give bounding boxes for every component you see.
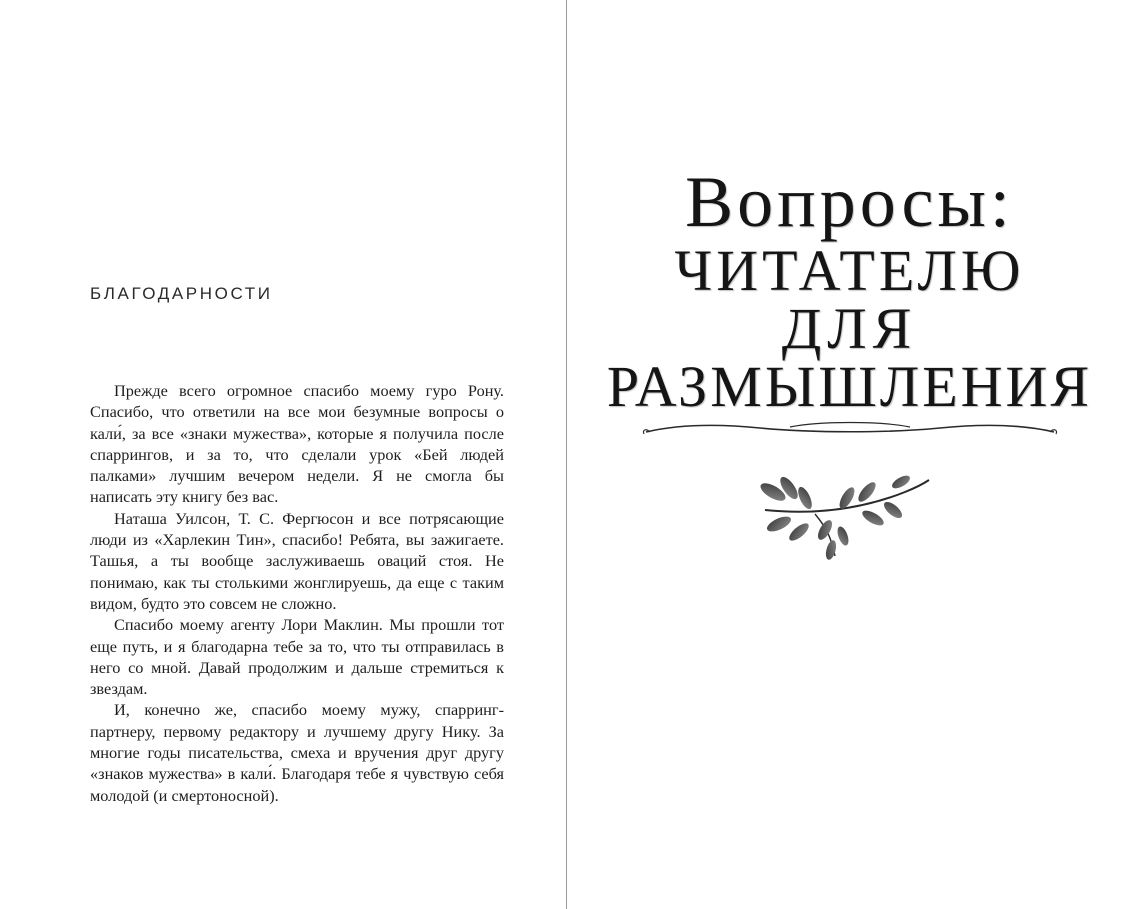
title-line: ЧИТАТЕЛЮ xyxy=(674,238,1025,303)
chapter-title xyxy=(567,162,1132,440)
paragraph: И, конечно же, спасибо моему мужу, спарринг-партнеру, первому редактору и лучшему другу Нику. За многие годы писательства, смеха и вручения друг другу «знаков мужества» в кали́. Благодаря тебе я чувствую себя молодой (и смертоносной). xyxy=(90,700,504,805)
title-line: Вопросы: xyxy=(685,162,1014,242)
title-line: РАЗМЫШЛЕНИЯ xyxy=(606,354,1093,419)
paragraph: Прежде всего огромное спасибо моему гуро Рону. Спасибо, что ответили на все мои безумные вопросы о кали́, за все «знаки мужества», которые я получила после спаррингов, и за то, что сделали урок «Бей людей палками» лучшим вечером недели. Я не смогла бы написать эту книгу без вас. xyxy=(90,381,504,507)
paragraph: Наташа Уилсон, Т. С. Фергюсон и все потрясающие люди из «Харлекин Тин», спасибо! Ребята, вы зажигаете. Ташья, а ты вообще заслуживаешь оваций стоя. Не понимаю, как ты столькими жонглируешь, да еще с таким видом, будто это совсем не сложно. xyxy=(90,508,504,613)
section-heading: БЛАГОДАРНОСТИ xyxy=(90,284,273,303)
paragraph: Спасибо моему агенту Лори Маклин. Мы прошли тот еще путь, и я благодарна тебе за то, что ты отправилась в него со мной. Давай продолжим и дальше стремиться к звездам. xyxy=(90,615,504,699)
title-line: ДЛЯ xyxy=(781,296,918,361)
title-underline-flourish-icon xyxy=(640,418,1060,440)
acknowledgements-text xyxy=(90,380,504,806)
leaf-branch-ornament-icon xyxy=(755,470,935,562)
right-page xyxy=(567,0,1132,909)
